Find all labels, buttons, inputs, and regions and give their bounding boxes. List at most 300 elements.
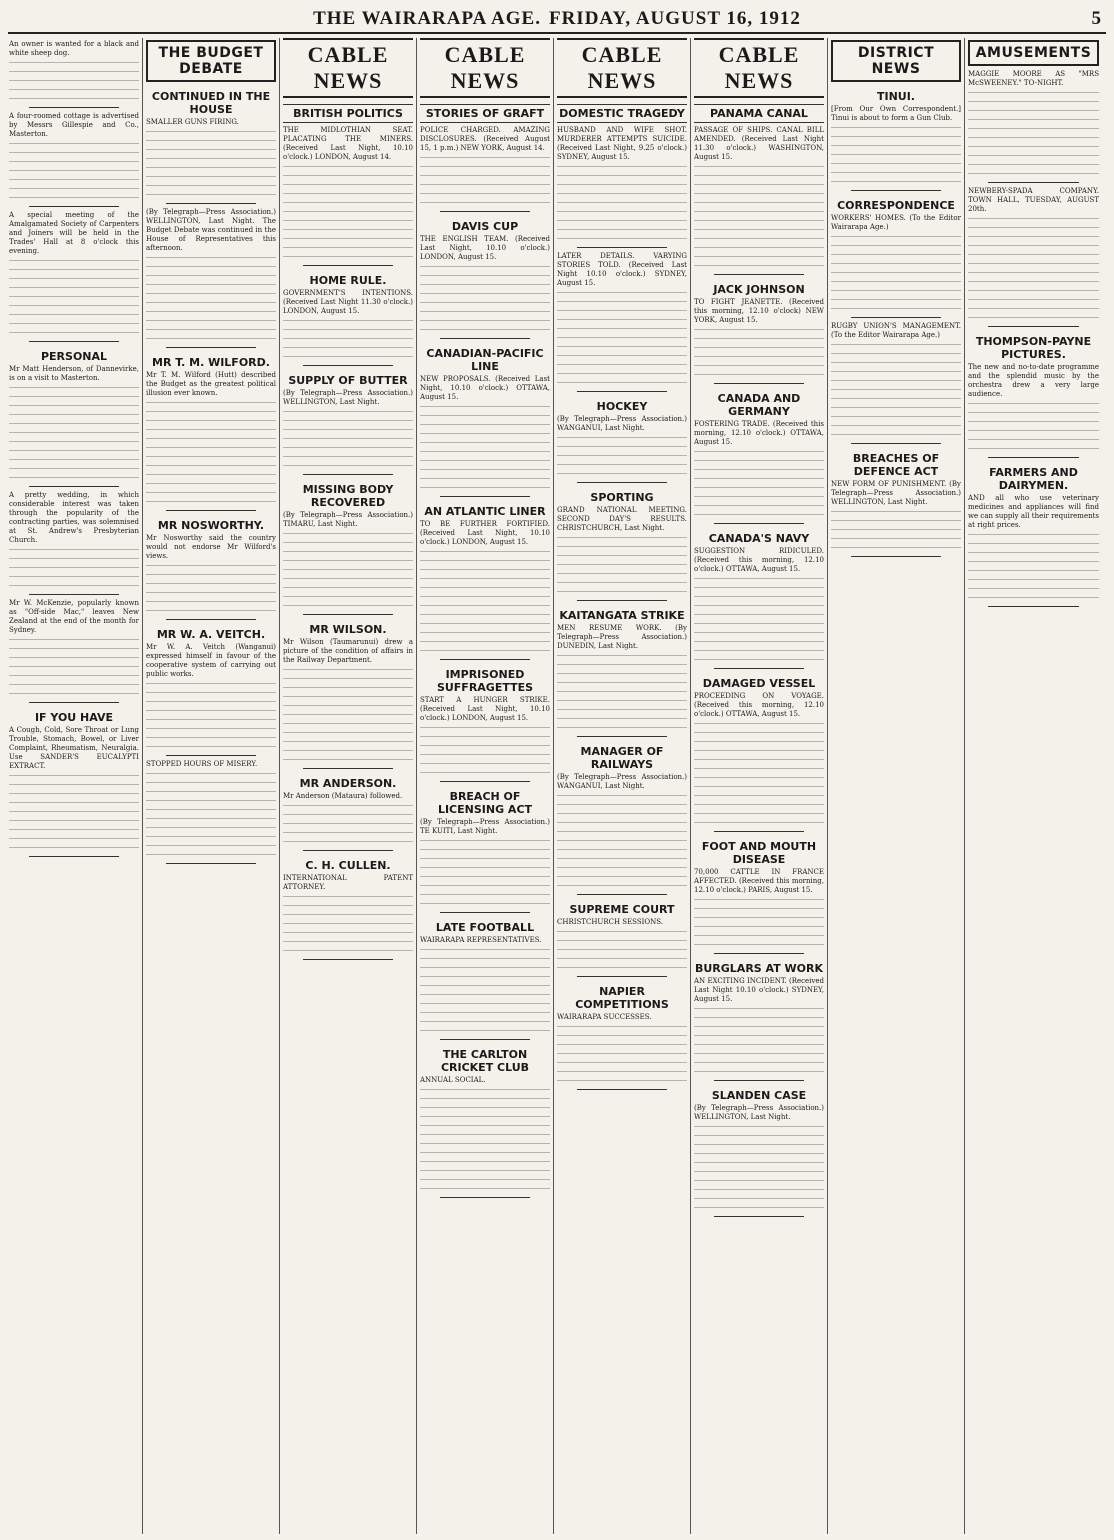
text-line: [283, 576, 413, 583]
text-line: [283, 436, 413, 443]
text-line: [9, 818, 139, 825]
text-line: [420, 1123, 550, 1130]
divider: [440, 659, 530, 660]
text-line: [420, 865, 550, 872]
text-line: [283, 236, 413, 243]
divider: [166, 619, 256, 620]
text-line: [420, 485, 550, 492]
text-line: [146, 192, 276, 199]
column-1: [6, 38, 143, 1534]
text-line: [694, 802, 824, 809]
article-text: A special meeting of the Amalgamated Society of Carpenters and Joiners will be held in the Trades' Hall at 8 o'clock this evening.: [9, 211, 139, 255]
text-line: [557, 308, 687, 315]
text-line: [146, 481, 276, 488]
text-line: [283, 209, 413, 216]
text-line: [9, 403, 139, 410]
text-line: [557, 471, 687, 478]
text-line: [420, 558, 550, 565]
text-line: [146, 138, 276, 145]
text-line: [283, 921, 413, 928]
text-line: [831, 536, 961, 543]
text-line: [694, 630, 824, 637]
text-line: [694, 1060, 824, 1067]
column-3: [280, 38, 417, 1534]
text-line: [420, 743, 550, 750]
text-line: [831, 297, 961, 304]
text-line: [283, 191, 413, 198]
text-line: [9, 321, 139, 328]
text-line: [557, 956, 687, 963]
text-line: [9, 682, 139, 689]
text-line: [420, 576, 550, 583]
text-line: [420, 273, 550, 280]
column-6: [691, 38, 828, 1534]
text-line: [146, 572, 276, 579]
text-line: [694, 594, 824, 601]
text-line: [420, 191, 550, 198]
article-text: NEWBERY-SPADA COMPANY. TOWN HALL, TUESDAY, AUGUST 20th.: [968, 187, 1099, 213]
text-line: [9, 475, 139, 482]
text-line: [831, 423, 961, 430]
text-line: [420, 1114, 550, 1121]
divider: [988, 182, 1079, 183]
column-7: [828, 38, 965, 1534]
article-text: POLICE CHARGED. AMAZING DISCLOSURES. (Received August 15, 1 p.m.) NEW YORK, August 14.: [420, 126, 550, 152]
text-line: [694, 933, 824, 940]
text-line: [968, 126, 1099, 133]
text-line: [420, 449, 550, 456]
text-line: [283, 245, 413, 252]
text-line: [9, 457, 139, 464]
text-line: [283, 173, 413, 180]
text-line: [557, 865, 687, 872]
text-line: [283, 803, 413, 810]
text-line: [968, 428, 1099, 435]
text-line: [9, 69, 139, 76]
text-line: [694, 1133, 824, 1140]
text-line: [557, 811, 687, 818]
text-line: [557, 299, 687, 306]
text-line: [283, 409, 413, 416]
text-line: [146, 183, 276, 190]
page-number: 5: [1091, 8, 1102, 29]
text-line: [420, 200, 550, 207]
text-line: [283, 757, 413, 764]
text-line: [283, 748, 413, 755]
text-line: [420, 603, 550, 610]
text-line: [694, 1187, 824, 1194]
article-headline: MR ANDERSON.: [299, 777, 397, 790]
text-line: [146, 807, 276, 814]
text-line: [420, 1177, 550, 1184]
text-line: [146, 454, 276, 461]
article-headline: PANAMA CANAL: [694, 104, 824, 123]
text-line: [420, 734, 550, 741]
divider: [577, 736, 667, 737]
text-line: [283, 327, 413, 334]
text-line: [831, 161, 961, 168]
article-text: [From Our Own Correspondent.] Tinui is about to form a Gun Club.: [831, 105, 961, 122]
text-line: [831, 432, 961, 439]
column-title: DISTRICT NEWS: [831, 40, 961, 82]
text-line: [420, 630, 550, 637]
text-line: [146, 825, 276, 832]
text-line: [420, 1028, 550, 1035]
text-line: [968, 401, 1099, 408]
text-line: [146, 418, 276, 425]
article-headline: THE CARLTON CRICKET CLUB: [440, 1048, 530, 1074]
text-line: [146, 427, 276, 434]
column-title: AMUSEMENTS: [968, 40, 1099, 66]
text-line: [968, 162, 1099, 169]
article-headline: CONTINUED IN THE HOUSE: [151, 90, 271, 116]
column-8: [965, 38, 1102, 1534]
text-line: [968, 243, 1099, 250]
text-line: [557, 173, 687, 180]
text-line: [557, 802, 687, 809]
divider: [714, 274, 804, 275]
article-text: STOPPED HOURS OF MISERY.: [146, 760, 258, 768]
text-line: [146, 708, 276, 715]
text-line: [557, 671, 687, 678]
text-line: [831, 152, 961, 159]
text-line: [283, 676, 413, 683]
article-text: NEW PROPOSALS. (Received Last Night, 10.10 o'clock.) OTTAWA, August 15.: [420, 375, 550, 401]
text-line: [968, 279, 1099, 286]
text-line: [283, 200, 413, 207]
text-line: [557, 553, 687, 560]
text-line: [420, 458, 550, 465]
text-line: [283, 218, 413, 225]
text-line: [9, 303, 139, 310]
text-line: [283, 739, 413, 746]
text-line: [146, 264, 276, 271]
article-headline: BURGLARS AT WORK: [694, 962, 824, 975]
text-line: [420, 1141, 550, 1148]
text-line: [283, 540, 413, 547]
text-line: [9, 421, 139, 428]
text-line: [831, 279, 961, 286]
text-line: [557, 829, 687, 836]
columns: [6, 38, 1108, 1534]
text-line: [968, 419, 1099, 426]
text-line: [283, 930, 413, 937]
article-headline: SUPPLY OF BUTTER: [288, 374, 408, 387]
column-4: [417, 38, 554, 1534]
text-line: [968, 550, 1099, 557]
text-line: [968, 216, 1099, 223]
text-line: [420, 1096, 550, 1103]
text-line: [557, 353, 687, 360]
text-line: [557, 1033, 687, 1040]
text-line: [146, 327, 276, 334]
divider: [714, 953, 804, 954]
text-line: [694, 730, 824, 737]
article-headline: IF YOU HAVE: [34, 711, 114, 724]
text-line: [694, 263, 824, 270]
article-text: 70,000 CATTLE IN FRANCE AFFECTED. (Received this morning, 12.10 o'clock.) PARIS, August 15.: [694, 868, 824, 894]
text-line: [831, 243, 961, 250]
text-line: [420, 725, 550, 732]
text-line: [557, 1024, 687, 1031]
text-line: [420, 291, 550, 298]
text-line: [694, 748, 824, 755]
text-line: [968, 108, 1099, 115]
text-line: [420, 947, 550, 954]
text-line: [283, 685, 413, 692]
column-title: CABLE NEWS: [557, 38, 687, 98]
text-line: [968, 225, 1099, 232]
text-line: [694, 227, 824, 234]
article-headline: MR W. A. VEITCH.: [156, 628, 266, 641]
divider: [440, 781, 530, 782]
text-line: [420, 182, 550, 189]
text-line: [420, 965, 550, 972]
text-line: [694, 1196, 824, 1203]
text-line: [420, 327, 550, 334]
text-line: [831, 509, 961, 516]
text-line: [283, 830, 413, 837]
column-2: [143, 38, 280, 1534]
text-line: [9, 827, 139, 834]
text-line: [420, 770, 550, 777]
text-line: [283, 594, 413, 601]
text-line: [146, 699, 276, 706]
article-text: AN EXCITING INCIDENT. (Received Last Night 10.10 o'clock.) SYDNEY, August 15.: [694, 977, 824, 1003]
text-line: [557, 820, 687, 827]
text-line: [694, 811, 824, 818]
article-text: PROCEEDING ON VOYAGE. (Received this morning, 12.10 o'clock.) OTTAWA, August 15.: [694, 692, 824, 718]
article-headline: FARMERS AND DAIRYMEN.: [989, 466, 1078, 492]
divider: [303, 365, 393, 366]
text-line: [420, 1001, 550, 1008]
divider: [988, 606, 1079, 607]
masthead: [8, 6, 1106, 34]
column-5: [554, 38, 691, 1534]
text-line: [694, 164, 824, 171]
text-line: [420, 164, 550, 171]
text-line: [146, 282, 276, 289]
article-text: CHRISTCHURCH SESSIONS.: [557, 918, 664, 926]
text-line: [694, 200, 824, 207]
text-line: [283, 812, 413, 819]
article-text: LATER DETAILS. VARYING STORIES TOLD. (Received Last Night 10.10 o'clock.) SYDNEY, August 15.: [557, 252, 687, 287]
text-line: [694, 236, 824, 243]
text-line: [420, 431, 550, 438]
text-line: [146, 463, 276, 470]
text-line: [146, 581, 276, 588]
divider: [29, 341, 119, 342]
divider: [440, 211, 530, 212]
text-line: [146, 771, 276, 778]
divider: [166, 203, 256, 204]
text-line: [557, 191, 687, 198]
article-headline: CANADIAN-PACIFIC LINE: [426, 347, 544, 373]
text-line: [420, 838, 550, 845]
text-line: [831, 270, 961, 277]
text-line: [420, 974, 550, 981]
text-line: [9, 836, 139, 843]
text-line: [831, 170, 961, 177]
article-headline: MR NOSWORTHY.: [157, 519, 265, 532]
article-headline: CORRESPONDENCE: [837, 199, 955, 212]
article-text: START A HUNGER STRIKE. (Received Last Night, 10.10 o'clock.) LONDON, August 15.: [420, 696, 550, 722]
article-text: (By Telegraph—Press Association.) WELLINGTON, Last Night.: [694, 1104, 824, 1121]
text-line: [283, 839, 413, 846]
text-line: [968, 297, 1099, 304]
divider: [851, 317, 941, 318]
text-line: [557, 680, 687, 687]
divider: [29, 206, 119, 207]
article-headline: PERSONAL: [40, 350, 108, 363]
text-line: [420, 847, 550, 854]
text-line: [557, 462, 687, 469]
text-line: [694, 372, 824, 379]
divider: [303, 959, 393, 960]
divider: [714, 1080, 804, 1081]
text-line: [557, 535, 687, 542]
text-line: [694, 1051, 824, 1058]
text-line: [420, 983, 550, 990]
text-line: [146, 400, 276, 407]
text-line: [9, 294, 139, 301]
article-headline: SUPREME COURT: [569, 903, 675, 916]
article-headline: HOCKEY: [596, 400, 648, 413]
text-line: [420, 155, 550, 162]
text-line: [694, 1178, 824, 1185]
text-line: [694, 576, 824, 583]
article-text: MAGGIE MOORE AS "MRS McSWEENEY." TO-NIGHT.: [968, 70, 1099, 87]
text-line: [146, 318, 276, 325]
text-line: [694, 336, 824, 343]
divider: [577, 247, 667, 248]
text-line: [968, 171, 1099, 178]
text-line: [146, 735, 276, 742]
text-line: [557, 883, 687, 890]
text-line: [831, 518, 961, 525]
article-text: Mr Anderson (Mataura) followed.: [283, 792, 403, 800]
text-line: [694, 1169, 824, 1176]
text-line: [420, 752, 550, 759]
text-line: [9, 385, 139, 392]
text-line: [557, 326, 687, 333]
text-line: [9, 195, 139, 202]
column-title: CABLE NEWS: [420, 38, 550, 98]
text-line: [146, 843, 276, 850]
divider: [714, 523, 804, 524]
column-title: CABLE NEWS: [283, 38, 413, 98]
text-line: [9, 637, 139, 644]
text-line: [694, 218, 824, 225]
text-line: [283, 712, 413, 719]
text-line: [9, 141, 139, 148]
text-line: [146, 780, 276, 787]
text-line: [694, 766, 824, 773]
article-headline: TINUI.: [876, 90, 915, 103]
text-line: [968, 446, 1099, 453]
text-line: [557, 725, 687, 732]
text-line: [146, 834, 276, 841]
divider: [29, 107, 119, 108]
divider: [440, 1197, 530, 1198]
article-text: A four-roomed cottage is advertised by Messrs Gillespie and Co., Masterton.: [9, 112, 139, 138]
divider: [714, 668, 804, 669]
text-line: [283, 603, 413, 610]
article-text: (By Telegraph—Press Association.) WELLINGTON, Last Night.: [283, 389, 413, 406]
article-text: AND all who use veterinary medicines and appliances will find we can supply all their requirements at right prices.: [968, 494, 1099, 529]
article-text: The new and no-to-date programme and the splendid music by the orchestra drew a very large audience.: [968, 363, 1099, 398]
text-line: [146, 499, 276, 506]
article-text: SUGGESTION RIDICULED. (Received this morning, 12.10 o'clock.) OTTAWA, August 15.: [694, 547, 824, 573]
text-line: [694, 1142, 824, 1149]
text-line: [283, 694, 413, 701]
text-line: [9, 439, 139, 446]
article-headline: FOOT AND MOUTH DISEASE: [701, 840, 817, 866]
divider: [29, 594, 119, 595]
text-line: [9, 583, 139, 590]
text-line: [968, 410, 1099, 417]
text-line: [694, 915, 824, 922]
article-headline: BRITISH POLITICS: [283, 104, 413, 123]
text-line: [420, 594, 550, 601]
text-line: [968, 437, 1099, 444]
text-line: [557, 362, 687, 369]
text-line: [831, 360, 961, 367]
article-text: GRAND NATIONAL MEETING. SECOND DAY'S RESULTS. CHRISTCHURCH, Last Night.: [557, 506, 687, 532]
text-line: [694, 354, 824, 361]
text-line: [557, 435, 687, 442]
text-line: [694, 1160, 824, 1167]
text-line: [146, 608, 276, 615]
text-line: [557, 571, 687, 578]
text-line: [831, 134, 961, 141]
text-line: [420, 612, 550, 619]
text-line: [420, 585, 550, 592]
text-line: [557, 290, 687, 297]
text-line: [694, 1024, 824, 1031]
text-line: [694, 648, 824, 655]
article-text: Mr W. McKenzie, popularly known as "Off-side Mac," leaves New Zealand at the end of the month for Sydney.: [9, 599, 139, 634]
divider: [29, 702, 119, 703]
text-line: [968, 117, 1099, 124]
text-line: [968, 252, 1099, 259]
article-text: WORKERS' HOMES. (To the Editor Wairarapa Age.): [831, 214, 961, 231]
text-line: [283, 463, 413, 470]
article-headline: SPORTING: [590, 491, 654, 504]
text-line: [146, 789, 276, 796]
article-text: TO BE FURTHER FORTIFIED. (Received Last Night, 10.10 o'clock.) LONDON, August 15.: [420, 520, 550, 546]
text-line: [9, 285, 139, 292]
article-headline: NAPIER COMPETITIONS: [575, 985, 669, 1011]
text-line: [283, 418, 413, 425]
text-line: [9, 412, 139, 419]
text-line: [831, 545, 961, 552]
text-line: [283, 182, 413, 189]
divider: [166, 510, 256, 511]
column-title: THE BUDGET DEBATE: [146, 40, 276, 82]
text-line: [420, 621, 550, 628]
text-line: [557, 698, 687, 705]
article-text: Mr W. A. Veitch (Wanganui) expressed himself in favour of the cooperative system of carrying out public works.: [146, 643, 276, 678]
text-line: [694, 820, 824, 827]
text-line: [420, 413, 550, 420]
text-line: [146, 717, 276, 724]
text-line: [420, 1150, 550, 1157]
text-line: [831, 387, 961, 394]
divider: [577, 894, 667, 895]
text-line: [694, 182, 824, 189]
text-line: [9, 87, 139, 94]
